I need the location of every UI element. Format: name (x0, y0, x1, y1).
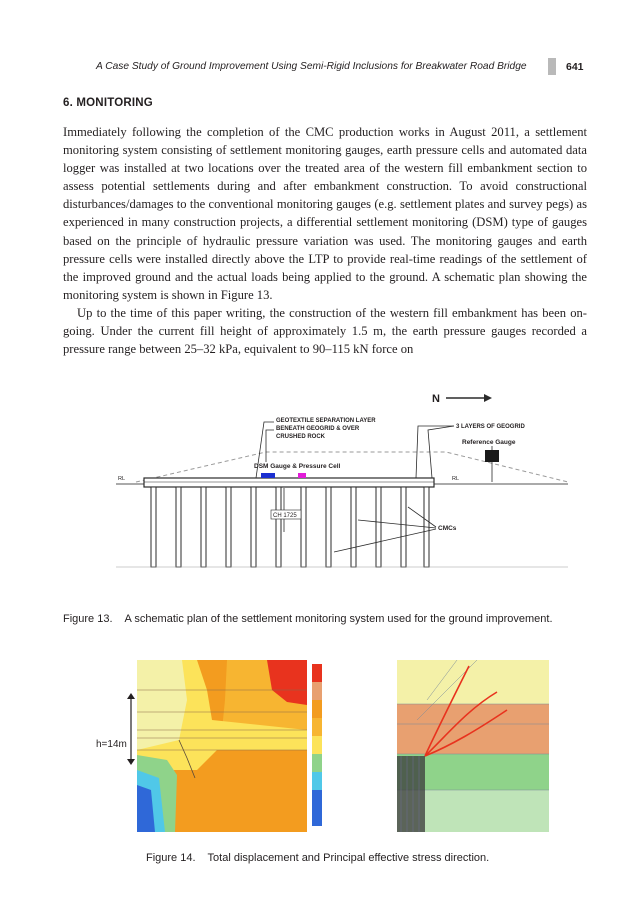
figure-13-label: Figure 13. (63, 613, 113, 625)
height-dimension-label: h=14m (96, 739, 127, 750)
contour-legend (312, 664, 322, 826)
geotextile-label-3: CRUSHED ROCK (276, 434, 326, 440)
figure-14-displacement-contour (137, 660, 332, 832)
figure-13-caption-text: A schematic plan of the settlement monitoring system used for the ground improvement. (124, 613, 553, 625)
level-left-label: RL (118, 476, 126, 482)
pressure-cell-marker (298, 473, 306, 478)
reference-gauge-label: Reference Gauge (462, 439, 516, 446)
contour-light-yellow (137, 660, 187, 750)
reference-gauge-box (485, 450, 499, 462)
geotextile-label-2: BENEATH GEOGRID & OVER (276, 426, 360, 432)
running-head-divider (548, 58, 556, 75)
dsm-gauge-label: DSM Gauge & Pressure Cell (254, 463, 341, 470)
figure-13-caption (63, 613, 553, 625)
level-right-label: RL (452, 476, 460, 482)
paragraph-2: Up to the time of this paper writing, the construction of the western fill embankment has been on-going. Under the current fill height of approximately 1.5 m, the earth pressure gauges recorded a pressure range between 25–32 kPa, equivalent to 90–115 kN force on (63, 305, 587, 357)
chainage-label: CH 1725 (273, 513, 297, 519)
body-text (63, 123, 587, 358)
figure-14-caption-text: Total displacement and Principal effective stress direction. (207, 852, 490, 864)
figure-14-label: Figure 14. (146, 852, 196, 864)
stress-fill-layer (397, 704, 549, 754)
paragraph-1: Immediately following the completion of the CMC production works in August 2011, a settlement monitoring system consisting of settlement monitoring gauges, earth pressure cells and automated data logger was installed at two locations over the treated area of the western fill embankment section to assess potential settlements during and after embankment construction. To avoid constructional disturbances/damages to the conventional monitoring gauges (e.g. settlement plates and survey pegs) as experienced in many construction projects, a differential settlement monitoring (DSM) type of gauges based on the principle of hydraulic pressure variation was used. The monitoring gauges and earth pressure cells were installed directly above the LTP to provide real-time readings of the settlement of the improved ground and the actual loads being applied to the ground. A schematic plan showing the monitoring system is shown in Figure 13. (63, 125, 587, 302)
north-label: N (432, 393, 440, 405)
cmc-columns (151, 487, 429, 567)
geotextile-label-1: GEOTEXTILE SEPARATION LAYER (276, 418, 376, 424)
figure-14-caption (146, 852, 489, 864)
running-head-title: A Case Study of Ground Improvement Using Semi-Rigid Inclusions for Breakwater Road Bridge (96, 61, 527, 72)
cmcs-leader-1 (408, 507, 436, 527)
north-arrow-head (484, 394, 492, 402)
geogrid-label: 3 LAYERS OF GEOGRID (456, 424, 525, 430)
dsm-gauge-marker (261, 473, 275, 478)
geotextile-leader-2 (266, 430, 274, 462)
figure-14-stress-direction (397, 660, 549, 832)
height-dimension-arrow (124, 693, 138, 765)
figure-13-schematic (116, 382, 568, 584)
cmcs-leader-3 (334, 529, 436, 552)
page-number: 641 (566, 61, 584, 73)
load-transfer-platform (144, 478, 434, 487)
cmcs-label: CMCs (438, 525, 457, 532)
section-heading: 6. MONITORING (63, 97, 153, 109)
